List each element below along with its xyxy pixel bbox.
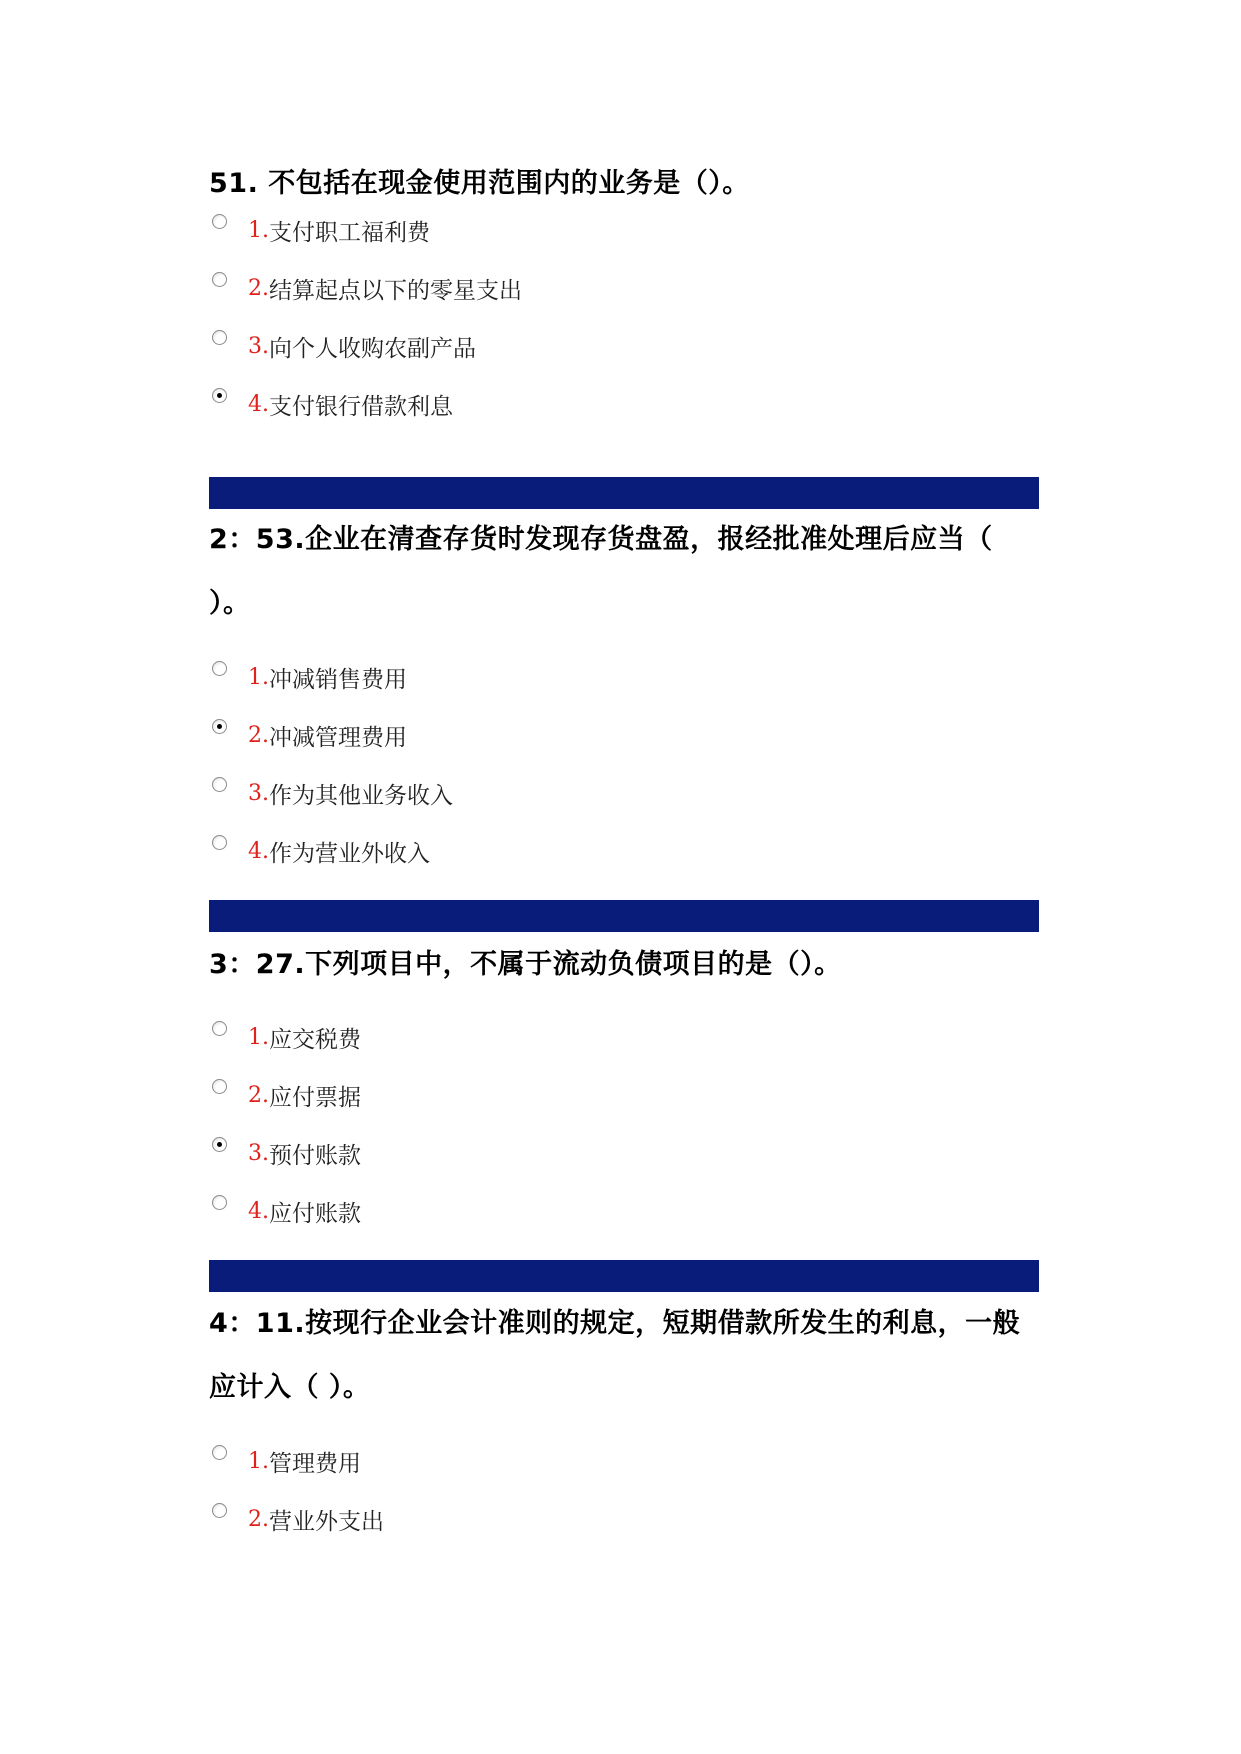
option-row[interactable] [212,1133,361,1173]
option-number: 4. [248,391,269,417]
option-row[interactable] [212,1499,384,1539]
question-title: 51. 不包括在现金使用范围内的业务是（）。 [209,168,750,199]
option-label: 作为其他业务收入 [269,782,453,809]
question-title: 3：27.下列项目中，不属于流动负债项目的是（）。 [209,949,842,980]
option-number: 2. [248,1506,269,1532]
option-row[interactable] [212,1441,361,1481]
question-title: 4：11.按现行企业会计准则的规定，短期借款所发生的利息，一般应计入（ ）。 [209,1308,1021,1403]
option-row[interactable] [212,1191,361,1231]
option-label: 管理费用 [269,1450,361,1477]
option-label: 结算起点以下的零星支出 [269,277,522,304]
option-label: 冲减销售费用 [269,666,407,693]
option-label: 支付银行借款利息 [269,393,453,420]
option-row[interactable] [212,773,453,813]
option-number: 4. [248,1198,269,1224]
option-row[interactable] [212,268,522,308]
option-label: 营业外支出 [269,1508,384,1535]
question-divider [209,900,1039,932]
radio-button-selected[interactable] [212,388,227,403]
option-number: 2. [248,1082,269,1108]
radio-button[interactable] [212,214,227,229]
option-row[interactable] [212,326,476,366]
radio-button[interactable] [212,272,227,287]
radio-button[interactable] [212,1021,227,1036]
option-number: 1. [248,664,269,690]
option-number: 1. [248,1024,269,1050]
option-label: 作为营业外收入 [269,840,430,867]
option-label: 向个人收购农副产品 [269,335,476,362]
option-label: 支付职工福利费 [269,219,430,246]
option-row[interactable] [212,831,430,871]
option-row[interactable] [212,657,407,697]
option-label: 预付账款 [269,1142,361,1169]
radio-button[interactable] [212,777,227,792]
radio-button[interactable] [212,1079,227,1094]
radio-button-selected[interactable] [212,719,227,734]
option-number: 2. [248,722,269,748]
option-number: 4. [248,838,269,864]
option-number: 3. [248,780,269,806]
option-row[interactable] [212,210,430,250]
option-label: 应付账款 [269,1200,361,1227]
option-number: 1. [248,1448,269,1474]
option-number: 3. [248,1140,269,1166]
option-row[interactable] [212,1017,361,1057]
radio-button-selected[interactable] [212,1137,227,1152]
option-number: 1. [248,217,269,243]
option-row[interactable] [212,384,453,424]
option-number: 2. [248,275,269,301]
radio-button[interactable] [212,330,227,345]
option-label: 冲减管理费用 [269,724,407,751]
option-row[interactable] [212,715,407,755]
question-divider [209,1260,1039,1292]
option-row[interactable] [212,1075,361,1115]
radio-button[interactable] [212,1445,227,1460]
option-label: 应付票据 [269,1084,361,1111]
option-number: 3. [248,333,269,359]
radio-button[interactable] [212,1195,227,1210]
radio-button[interactable] [212,661,227,676]
option-label: 应交税费 [269,1026,361,1053]
question-divider [209,477,1039,509]
radio-button[interactable] [212,1503,227,1518]
question-title: 2：53.企业在清查存货时发现存货盘盈，报经批准处理后应当（ ）。 [209,524,993,619]
radio-button[interactable] [212,835,227,850]
